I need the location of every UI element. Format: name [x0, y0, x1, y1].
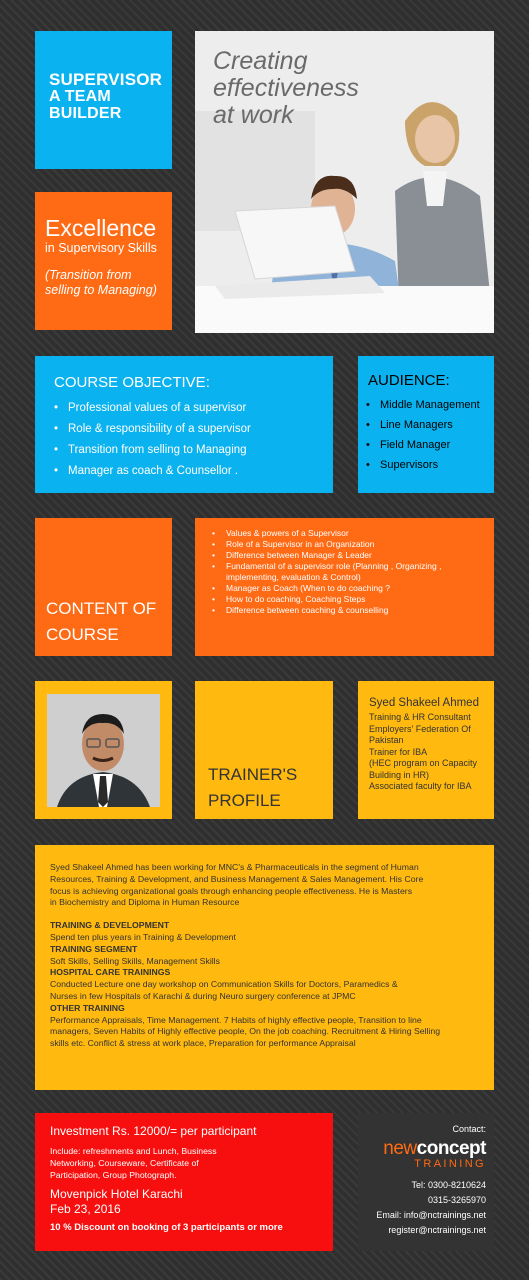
email-link[interactable]: Email: info@nctrainings.net: [376, 1210, 486, 1220]
bio-text: Conducted Lecture one day workshop on Communication Skills for Doctors, Paramedics &: [50, 979, 398, 990]
content-list-block: [195, 518, 494, 656]
bio-text: Nurses in few Hospitals of Karachi & during Neuro surgery conference at JPMC: [50, 990, 356, 1001]
list-item: • Manager as Coach (When to do coaching ?: [226, 583, 490, 594]
list-item: • Role of a Supervisor in an Organization: [226, 539, 490, 550]
content-title-block: [35, 518, 172, 656]
trainer-line: Employers' Federation Of: [369, 723, 471, 734]
title-line-3: BUILDER: [49, 105, 122, 122]
list-item: • Difference between coaching & counselling: [226, 605, 490, 616]
list-item: • Manager as coach & Counsellor .: [68, 461, 333, 482]
content-title-line-1: CONTENT OF: [46, 599, 157, 618]
content-list: [226, 528, 490, 616]
trainer-portrait-illustration: [47, 694, 160, 807]
phone-link[interactable]: Tel: 0300-8210624: [411, 1180, 486, 1190]
trainer-line: Trainer for IBA: [369, 746, 428, 757]
title-line-2: A TEAM: [49, 88, 111, 105]
trainer-line: Training & HR Consultant: [369, 712, 471, 722]
trainer-line: Pakistan: [369, 735, 404, 745]
trainer-title-block: [195, 681, 333, 819]
bio-heading: HOSPITAL CARE TRAININGS: [50, 967, 171, 978]
list-item: • Field Manager: [380, 435, 494, 455]
list-item: • Line Managers: [380, 415, 494, 435]
bio-text: skills etc. Conflict & stress at work place, Preparation for performance Appraisal: [50, 1038, 356, 1049]
brand-subtitle: TRAINING: [414, 1158, 486, 1170]
venue: Movenpick Hotel Karachi: [50, 1187, 183, 1201]
bio-text: managers, Seven Habits of Highly effective people, On the job coaching. Recruitment & Hiring Selling: [50, 1026, 441, 1037]
objective-list: [54, 398, 333, 482]
excellence-note: (Transition from selling to Managing): [45, 268, 157, 297]
audience: [358, 356, 494, 493]
email-link[interactable]: register@nctrainings.net: [388, 1225, 486, 1235]
list-item: • Fundamental of a supervisor role (Planning , Organizing , implementing, evaluation & Control): [226, 561, 490, 583]
list-item: • Supervisors: [380, 455, 494, 475]
trainer-line: (HEC program on Capacity: [369, 758, 478, 768]
excellence-subtitle: in Supervisory Skills: [45, 241, 157, 255]
title-block: [35, 31, 172, 169]
trainer-photo-block: [35, 681, 172, 819]
hero-tagline: Creating effectiveness at work: [213, 47, 359, 129]
bio-text: Spend ten plus years in Training & Development: [50, 931, 236, 942]
bio-text: Performance Appraisals, Time Management. 7 Habits of highly effective people, Transition to line: [50, 1014, 422, 1025]
contact-block: [358, 1113, 494, 1251]
list-item: • Middle Management: [380, 395, 494, 415]
bio-intro-line: Syed Shakeel Ahmed has been working for MNC's & Pharmaceuticals in the segment of Human: [50, 862, 419, 872]
audience-heading: AUDIENCE:: [368, 372, 450, 389]
trainer-info: [358, 681, 494, 819]
investment-block: [35, 1113, 333, 1251]
trainer-title-line-2: PROFILE: [208, 791, 281, 810]
list-item: • Professional values of a supervisor: [68, 398, 333, 419]
event-date: Feb 23, 2016: [50, 1202, 121, 1216]
bio-intro-line: Resources, Training & Development, and Business Management & Sales Management. His Core: [50, 873, 424, 884]
investment-price: Investment Rs. 12000/= per participant: [50, 1124, 257, 1138]
title-line-1: SUPERVISOR: [49, 70, 163, 89]
course-objective: [35, 356, 333, 493]
list-item: • Role & responsibility of a supervisor: [68, 419, 333, 440]
list-item: • Difference between Manager & Leader: [226, 550, 490, 561]
phone-link[interactable]: 0315-3265970: [427, 1195, 486, 1205]
list-item: • Transition from selling to Managing: [68, 440, 333, 461]
investment-includes: Include: refreshments and Lunch, Business Networking, Courseware, Certificate of Participation, Group Photograph.: [50, 1146, 217, 1180]
bio-intro-line: in Biochemistry and Diploma in Human Resource: [50, 897, 240, 908]
hero-photo: [195, 31, 494, 333]
list-item: • Values & powers of a Supervisor: [226, 528, 490, 539]
bio-heading: OTHER TRAINING: [50, 1002, 125, 1013]
discount-note: 10 % Discount on booking of 3 participants or more: [50, 1222, 283, 1233]
trainer-photo: [47, 694, 160, 807]
content-title-line-2: COURSE: [46, 625, 119, 644]
bio-heading: TRAINING SEGMENT: [50, 943, 138, 954]
excellence-block: [35, 192, 172, 330]
brand-logo: newconcept: [383, 1138, 486, 1159]
bio-heading: TRAINING & DEVELOPMENT: [50, 920, 170, 931]
contact-label: Contact:: [452, 1124, 486, 1134]
excellence-title: Excellence: [45, 215, 157, 241]
list-item: • How to do coaching, Coaching Steps: [226, 594, 490, 605]
trainer-line: Associated faculty for IBA: [369, 781, 472, 791]
objective-heading: COURSE OBJECTIVE:: [54, 374, 210, 391]
trainer-bio: [35, 845, 494, 1090]
bio-text: Soft Skills, Selling Skills, Management Skills: [50, 955, 220, 966]
bio-intro-line: focus is achieving organizational goals through enhancing people effectiveness. He is Masters: [50, 885, 413, 896]
trainer-name: Syed Shakeel Ahmed: [369, 697, 479, 709]
trainer-title-line-1: TRAINER'S: [208, 765, 298, 784]
audience-list: [368, 395, 494, 475]
trainer-line: Building in HR): [369, 769, 430, 780]
